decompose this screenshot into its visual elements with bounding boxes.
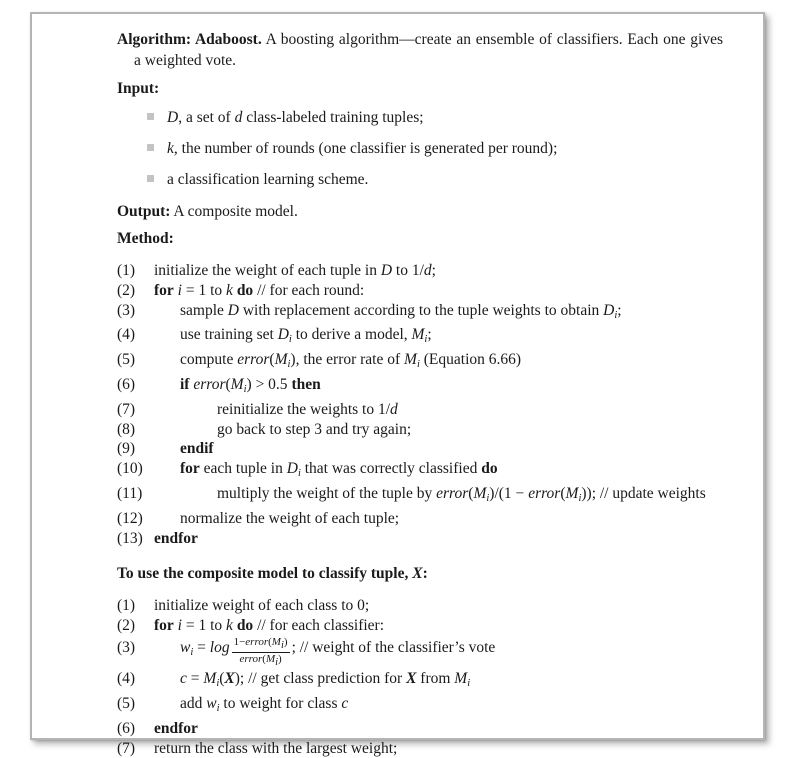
text-segment: : <box>422 565 428 583</box>
text-segment: To use the composite model to classify tuple, <box>117 565 413 583</box>
text-segment: /(1 − <box>494 484 529 502</box>
input-item <box>147 170 723 190</box>
step-number: (5) <box>117 351 136 369</box>
text-segment: M <box>565 484 579 502</box>
text-segment: = 1 to <box>181 617 227 635</box>
fraction <box>232 636 290 669</box>
text-segment: D <box>380 262 393 279</box>
text-segment: i <box>614 309 618 321</box>
text-segment: to 1/ <box>392 262 424 279</box>
algorithm-step <box>117 739 723 758</box>
text-segment: X <box>224 670 235 688</box>
text-segment: = <box>186 670 204 688</box>
algorithm-step <box>117 669 723 694</box>
text-segment: A composite model. <box>170 203 298 220</box>
text-segment: do <box>236 617 254 635</box>
text-segment: ; // update weights <box>591 484 706 502</box>
step-text <box>154 694 348 719</box>
text-segment: ) <box>283 635 288 648</box>
text-segment: ( <box>560 484 566 502</box>
step-text <box>154 616 384 636</box>
text-segment: go back to step 3 and try again; <box>217 420 412 438</box>
text-segment: i <box>243 383 247 395</box>
text-segment: to weight for class <box>219 695 342 712</box>
step-text <box>154 439 214 459</box>
text-segment: to derive a model, <box>291 326 412 344</box>
text-segment: with replacement according to the tuple weights to obtain <box>238 301 604 319</box>
step-number: (7) <box>117 400 136 418</box>
text-segment: add <box>180 695 207 712</box>
text-segment: initialize weight of each class to 0; <box>154 597 370 615</box>
algorithm-figure-box <box>30 12 765 757</box>
use-steps <box>117 596 723 758</box>
text-segment: initialize the weight of each tuple in <box>154 262 381 279</box>
text-segment: use training set <box>180 326 278 344</box>
step-number: (1) <box>117 597 136 615</box>
text-segment: // for each round: <box>253 281 365 299</box>
bullet-square-icon <box>147 113 154 120</box>
step-text <box>154 509 399 529</box>
text-segment: ; // weight of the classifier’s vote <box>291 639 496 657</box>
text-segment: i <box>216 703 220 714</box>
algorithm-step <box>117 375 723 400</box>
algorithm-step <box>117 529 723 549</box>
text-segment: M <box>230 375 244 393</box>
text-segment: ) <box>246 375 252 393</box>
text-segment: (Equation 6.66) <box>419 351 522 369</box>
algorithm-step <box>117 719 723 739</box>
text-segment: error <box>237 351 270 369</box>
text-segment: ) <box>290 351 296 369</box>
step-text <box>154 301 622 326</box>
step-number: (4) <box>117 326 136 344</box>
algorithm-step <box>117 420 723 440</box>
algorithm-step <box>117 400 723 420</box>
step-text <box>154 350 521 375</box>
text-segment: each tuple in <box>199 460 287 478</box>
text-segment: return the class with the largest weight; <box>154 739 398 757</box>
text-segment: M <box>473 484 487 502</box>
algorithm-step <box>117 261 723 281</box>
step-text <box>154 375 321 400</box>
step-number: (2) <box>117 281 136 299</box>
text-segment: , the number of rounds (one classifier is generated per round); <box>173 140 558 157</box>
algorithm-step <box>117 350 723 375</box>
step-text <box>154 281 364 301</box>
text-segment: compute <box>180 351 238 369</box>
step-text <box>154 739 397 758</box>
text-segment: i <box>177 617 182 635</box>
step-number: (6) <box>117 375 136 393</box>
text-segment: from <box>416 670 455 688</box>
text-segment: ) <box>278 653 282 666</box>
algorithm-title <box>117 29 723 71</box>
bullet-square-icon <box>147 175 154 182</box>
input-item-text <box>167 140 557 157</box>
text-segment: class-labeled training tuples; <box>242 109 424 126</box>
algorithm-step <box>117 281 723 301</box>
text-segment: ( <box>269 351 275 369</box>
step-text <box>154 636 495 669</box>
text-segment: D <box>277 326 289 344</box>
input-item-text <box>167 171 368 188</box>
text-segment: ; <box>431 262 436 279</box>
text-segment: do <box>481 460 498 478</box>
step-text <box>154 484 706 509</box>
text-segment: c <box>341 695 349 712</box>
step-number: (10) <box>117 460 143 478</box>
text-segment: k <box>167 140 174 157</box>
text-segment: Algorithm: Adaboost. <box>117 31 262 48</box>
step-number: (9) <box>117 440 136 458</box>
method-label: Method: <box>117 230 174 247</box>
text-segment: that was correctly classified <box>300 460 482 478</box>
text-segment: i <box>275 657 279 669</box>
step-number: (3) <box>117 639 136 657</box>
algorithm-step <box>117 459 723 484</box>
fraction-denominator <box>232 652 290 669</box>
text-segment: k <box>226 617 233 635</box>
text-segment: error <box>436 484 469 502</box>
text-segment: M <box>274 351 288 369</box>
step-number: (7) <box>117 739 136 757</box>
text-segment: endfor <box>154 719 198 737</box>
text-segment: > 0.5 <box>251 375 292 393</box>
step-text <box>154 669 470 694</box>
output-line <box>117 201 723 222</box>
text-segment: )) <box>581 484 592 502</box>
text-segment: c <box>180 670 187 688</box>
text-segment: if <box>180 375 190 393</box>
step-number: (8) <box>117 420 136 438</box>
text-segment: for <box>154 617 174 635</box>
text-segment: X <box>412 565 423 583</box>
text-segment: i <box>287 359 291 371</box>
text-segment: , the error rate of <box>295 351 405 369</box>
text-segment: ); // get class prediction for <box>234 670 407 688</box>
step-number: (4) <box>117 670 136 688</box>
text-segment: M <box>271 635 281 648</box>
use-heading <box>117 563 723 584</box>
fraction-numerator <box>232 636 290 652</box>
text-segment: for <box>180 460 200 478</box>
step-text <box>154 596 369 616</box>
text-segment: i <box>216 678 220 690</box>
text-segment: ( <box>468 484 474 502</box>
text-segment: endif <box>180 440 214 458</box>
text-segment: d <box>390 400 398 418</box>
input-label: Input: <box>117 80 160 97</box>
text-segment: error <box>239 653 263 666</box>
step-text <box>154 420 411 440</box>
text-segment: d <box>423 262 432 279</box>
step-text <box>154 719 198 739</box>
text-segment: D <box>286 460 298 478</box>
text-segment: // for each classifier: <box>253 617 385 635</box>
text-segment: X <box>406 670 417 688</box>
step-text <box>154 459 498 484</box>
algorithm-step <box>117 484 723 509</box>
text-segment: a classification learning scheme. <box>167 171 369 188</box>
text-segment: ) <box>489 484 495 502</box>
text-segment: M <box>203 670 217 688</box>
text-segment: = 1 to <box>181 281 227 299</box>
step-number: (12) <box>117 509 143 527</box>
step-text <box>154 529 198 549</box>
step-number: (11) <box>117 484 143 502</box>
text-segment: i <box>297 468 301 480</box>
text-segment: ; <box>427 326 432 344</box>
text-segment: normalize the weight of each tuple; <box>180 509 400 527</box>
step-number: (5) <box>117 695 136 712</box>
text-segment: i <box>190 647 194 659</box>
method-steps <box>117 261 723 548</box>
text-segment: do <box>236 281 254 299</box>
step-text <box>154 261 436 281</box>
text-segment: sample <box>180 301 228 319</box>
text-segment: ( <box>262 653 266 666</box>
text-segment: , a set of <box>178 109 235 126</box>
algorithm-step <box>117 301 723 326</box>
step-number: (1) <box>117 262 136 279</box>
input-list <box>117 108 723 190</box>
text-segment: w <box>180 639 191 657</box>
text-segment: 1− <box>233 635 246 648</box>
bullet-square-icon <box>147 144 154 151</box>
step-number: (2) <box>117 617 136 635</box>
text-segment: i <box>288 334 292 346</box>
text-segment: M <box>411 326 425 344</box>
text-segment: reinitialize the weights to 1/ <box>217 400 391 418</box>
text-segment: k <box>226 281 233 299</box>
text-segment: Output: <box>117 203 171 220</box>
text-segment: log <box>209 639 230 657</box>
text-segment: M <box>265 653 276 666</box>
text-segment: i <box>280 639 284 651</box>
text-segment: D <box>227 301 239 319</box>
text-segment: error <box>528 484 561 502</box>
text-segment: D <box>603 301 615 319</box>
text-segment: ( <box>268 635 272 648</box>
input-item <box>147 108 723 128</box>
text-segment: ; <box>617 301 622 319</box>
step-text <box>154 325 432 350</box>
text-segment: i <box>486 492 490 504</box>
text-segment: error <box>245 635 269 648</box>
step-number: (6) <box>117 719 136 737</box>
algorithm-step <box>117 694 723 719</box>
algorithm-step <box>117 325 723 350</box>
algorithm-step <box>117 509 723 529</box>
input-item-text <box>167 109 424 126</box>
algorithm-step <box>117 596 723 616</box>
text-segment: i <box>177 281 182 299</box>
step-text <box>154 400 398 420</box>
text-segment: D <box>167 109 179 126</box>
text-segment: for <box>154 281 174 299</box>
input-item <box>147 139 723 159</box>
text-segment: ( <box>219 670 225 688</box>
text-segment: M <box>454 670 468 688</box>
text-segment: then <box>291 375 321 393</box>
step-number: (3) <box>117 301 136 319</box>
text-segment: error <box>193 375 226 393</box>
algorithm-step <box>117 616 723 636</box>
text-segment: ( <box>225 375 231 393</box>
text-segment: d <box>234 109 243 126</box>
step-number: (13) <box>117 529 143 547</box>
algorithm-step <box>117 636 723 669</box>
text-segment: i <box>424 334 428 346</box>
text-segment: M <box>404 351 417 369</box>
text-segment: i <box>416 359 420 371</box>
text-segment: = <box>193 639 210 657</box>
text-segment: endfor <box>154 529 198 547</box>
text-segment: A boosting algorithm—create an ensemble of classifiers. Each one gives a weighted vote. <box>134 31 723 69</box>
text-segment: i <box>578 492 582 504</box>
text-segment: i <box>467 678 471 690</box>
algorithm-step <box>117 439 723 459</box>
text-segment: w <box>206 695 217 712</box>
text-segment: multiply the weight of the tuple by <box>217 484 437 502</box>
